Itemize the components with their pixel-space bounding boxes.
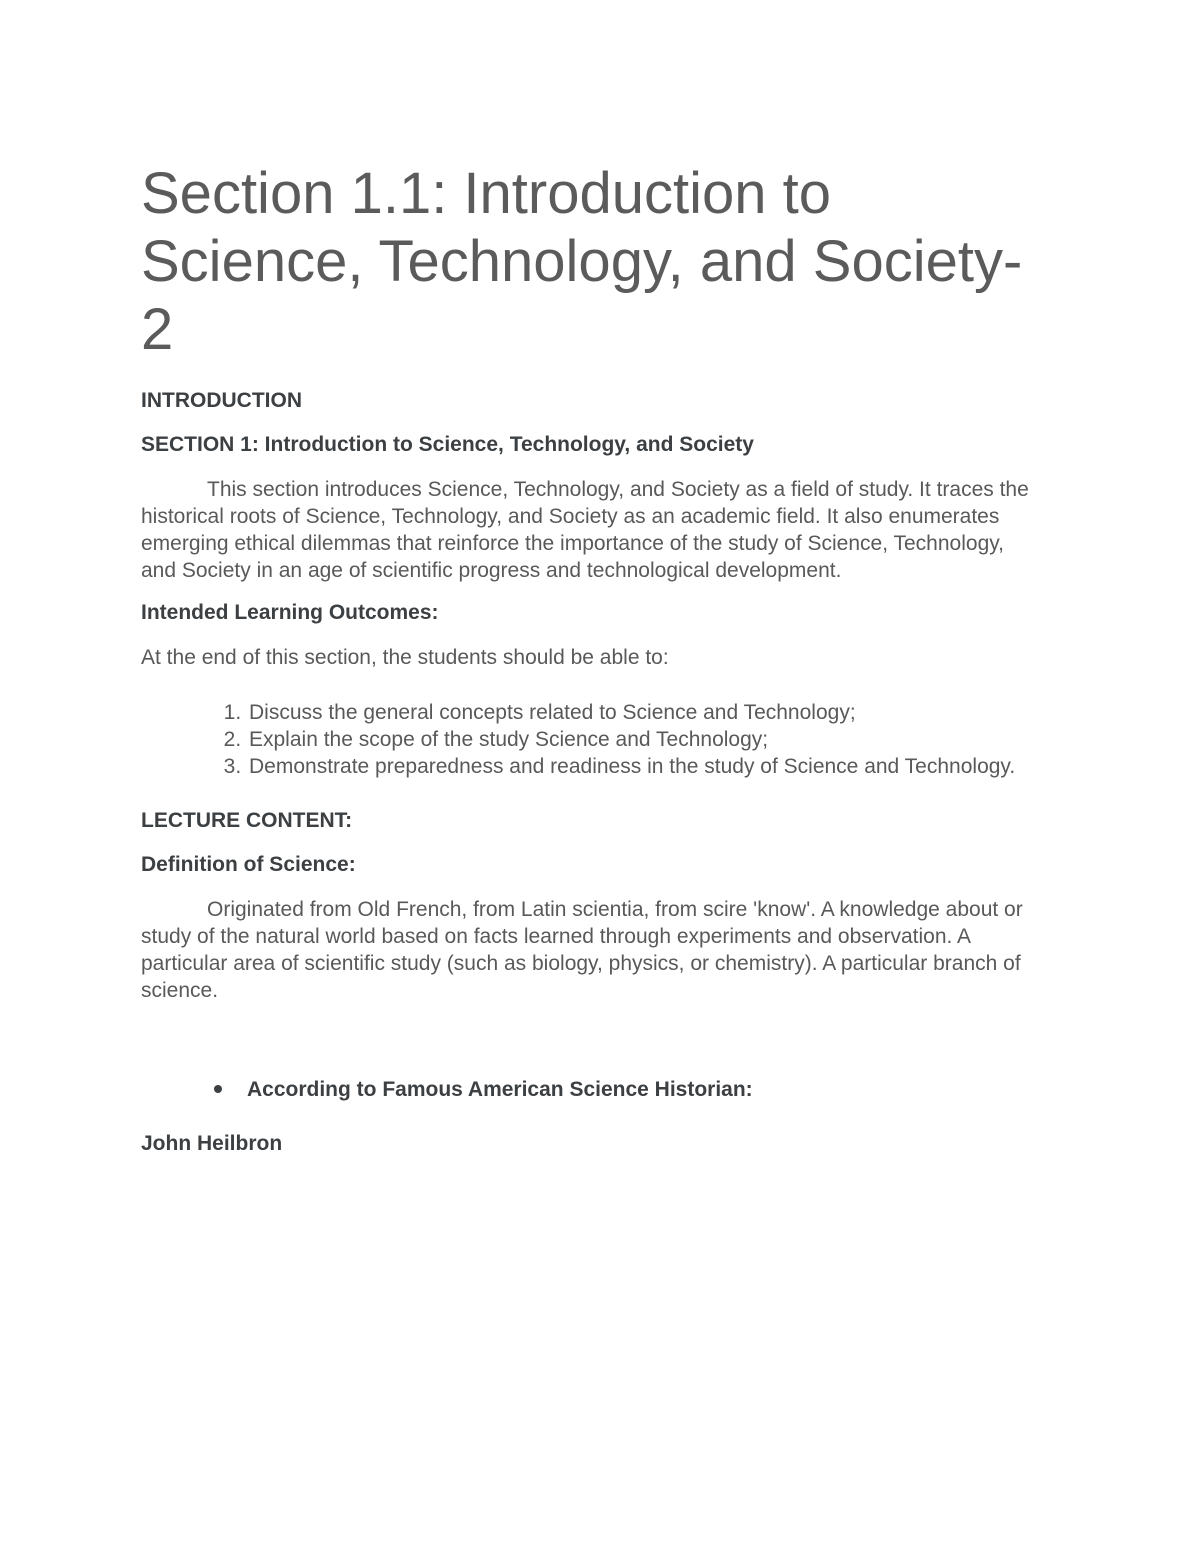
historian-name: John Heilbron [141,1132,283,1155]
bullet-list [141,1076,1041,1103]
document-title: Section 1.1: Introduction to Science, Technology, and Society-2 [141,161,1023,362]
outcome-item: 2. Explain the scope of the study Science and Technology; [247,726,1041,753]
section-paragraph: This section introduces Science, Technology, and Society as a field of study. It traces the historical roots of Science, Technology, and Society as an academic field. It also enumerates emerging ethical dilemmas that reinforce the importance of the study of Science, Technology, and Society in an age of scientific progress and technological development. [141,478,1029,582]
introduction-heading: INTRODUCTION [141,389,302,412]
bullet-dot-icon [214,1085,222,1093]
document-page [141,160,1041,1157]
outcomes-intro: At the end of this section, the students should be able to: [141,646,669,669]
lecture-heading: LECTURE CONTENT: [141,809,353,832]
bullet-item-label: According to Famous American Science Historian: [247,1078,753,1101]
outcomes-list [141,699,1041,780]
outcomes-heading: Intended Learning Outcomes: [141,601,439,624]
definition-heading: Definition of Science: [141,853,356,876]
bullet-item [247,1076,1041,1103]
section-heading: SECTION 1: Introduction to Science, Technology, and Society [141,433,754,456]
definition-paragraph: Originated from Old French, from Latin scientia, from scire 'know'. A knowledge about or study of the natural world based on facts learned through experiments and observation. A particular area of scientific study (such as biology, physics, or chemistry). A particular branch of science. [141,898,1023,1002]
outcome-item: 1. Discuss the general concepts related to Science and Technology; [247,699,1041,726]
outcome-item: 3. Demonstrate preparedness and readiness in the study of Science and Technology. [247,753,1041,780]
